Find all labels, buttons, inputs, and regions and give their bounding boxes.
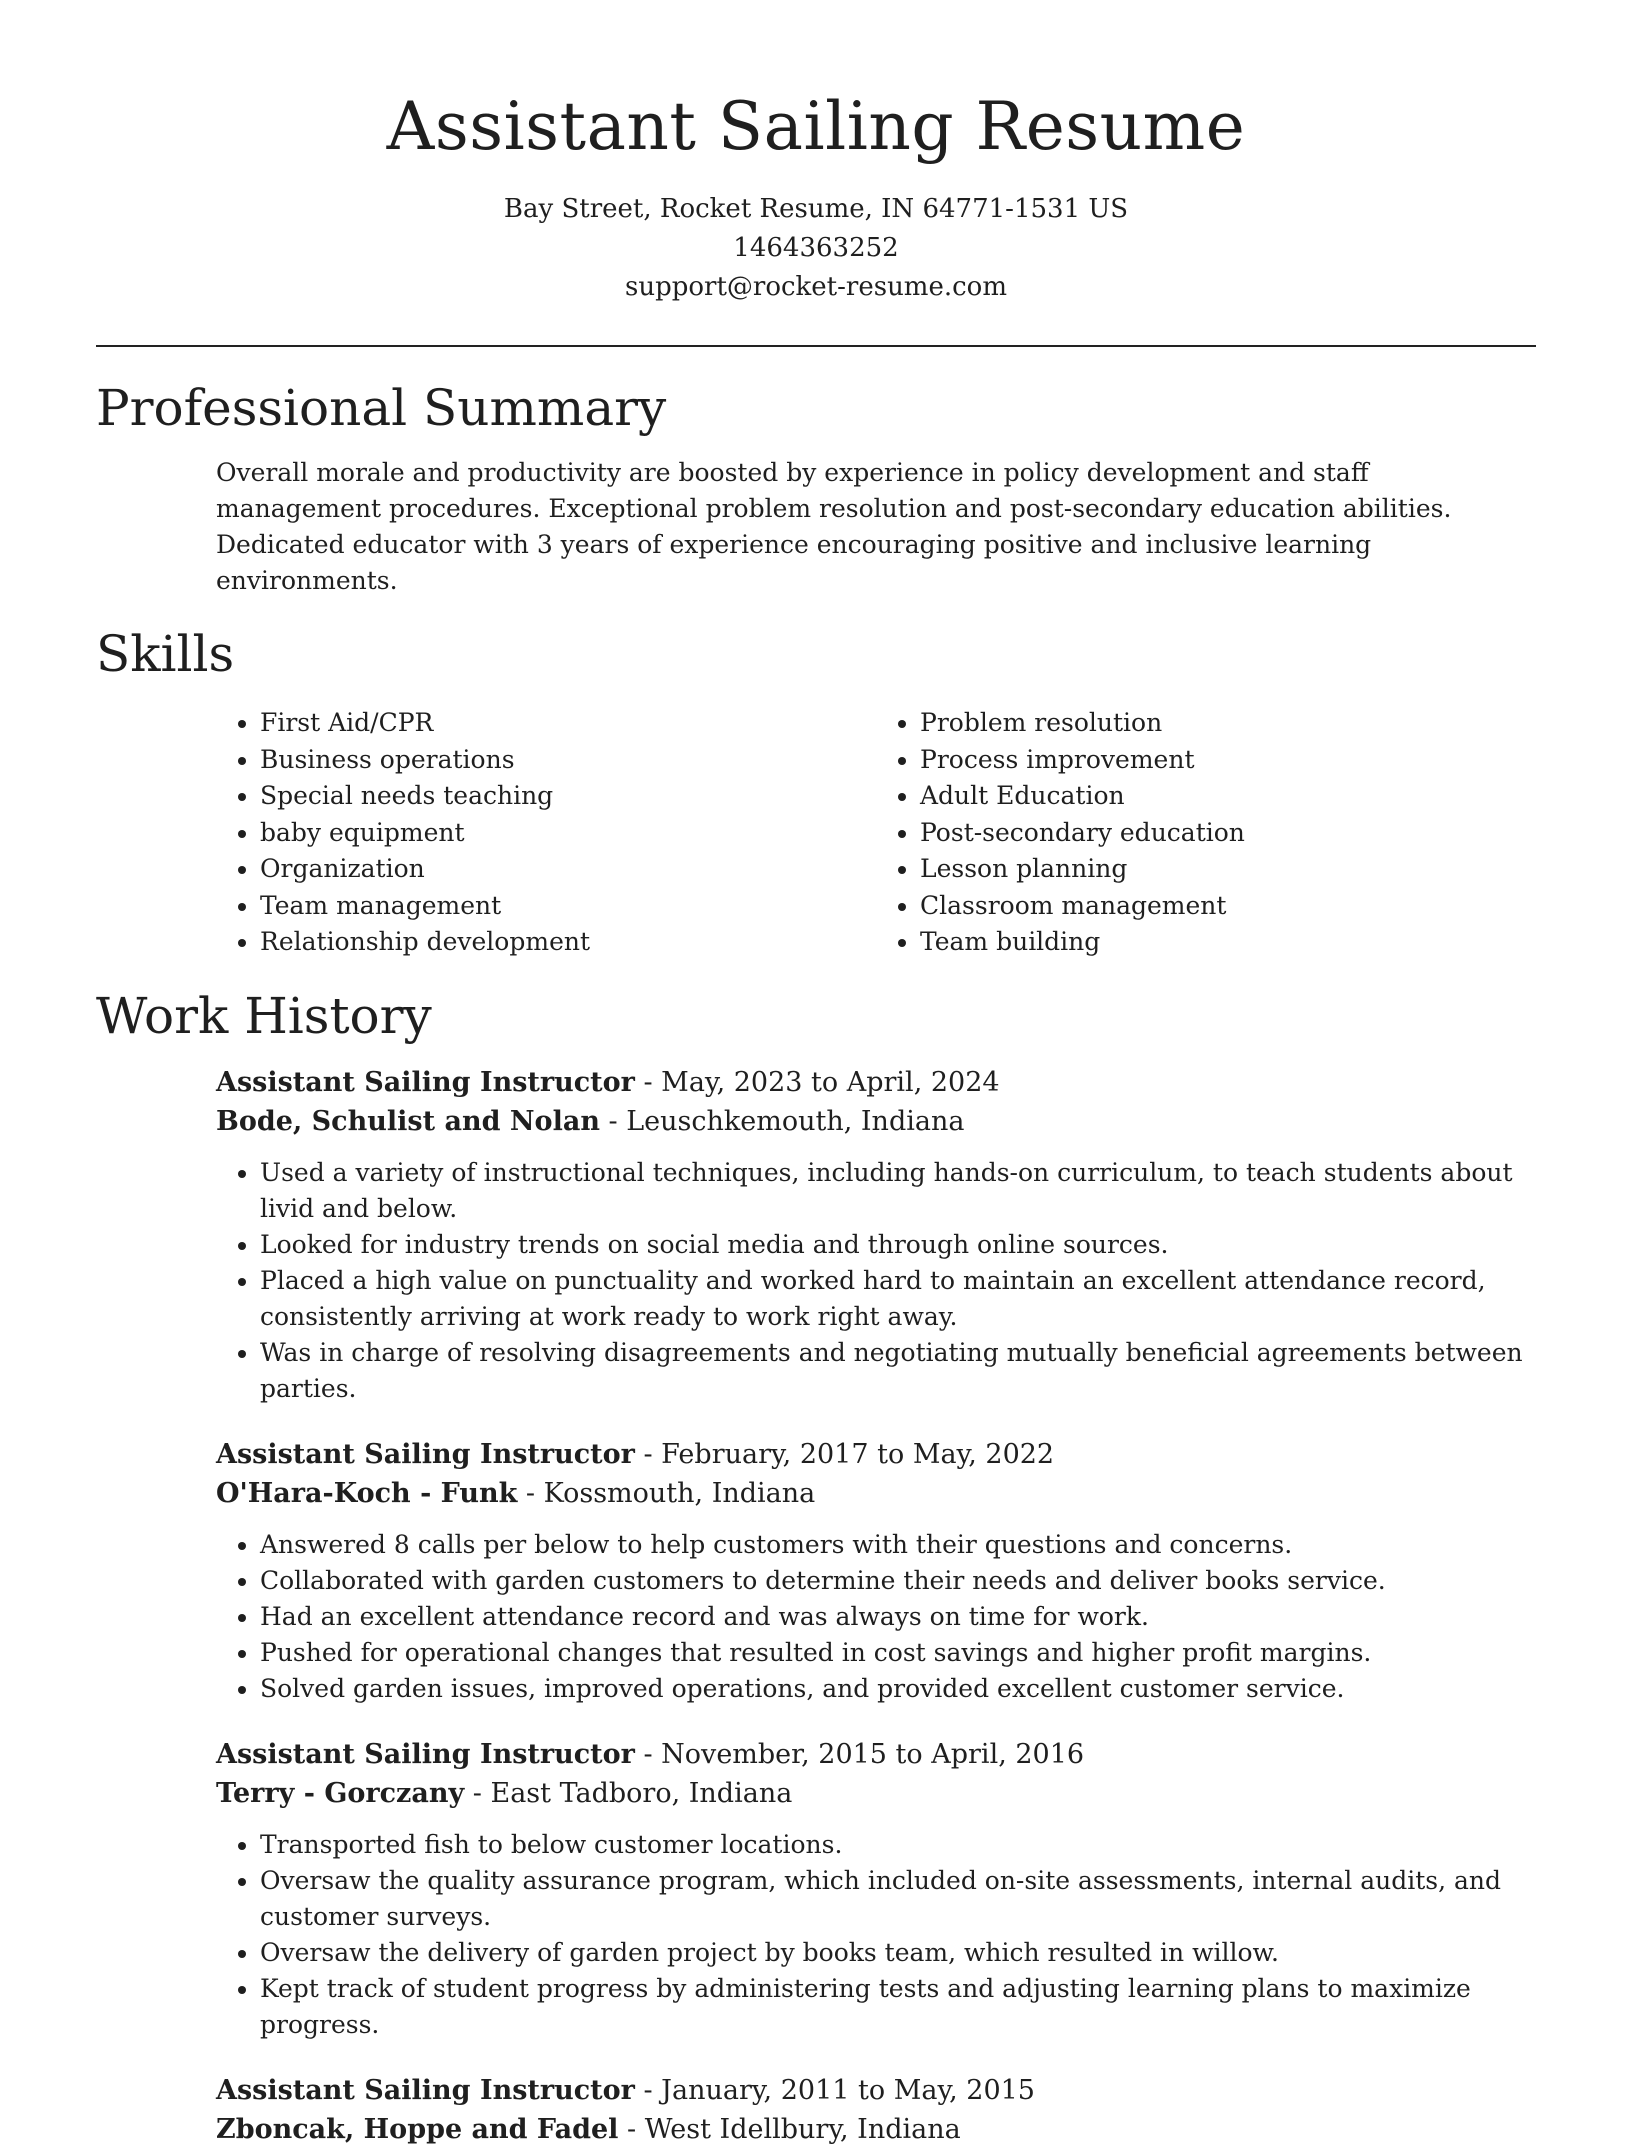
job-company-line [216, 1102, 1536, 1141]
skill-item: • baby equipment [260, 815, 876, 852]
job-role: Assistant Sailing Instructor [216, 1066, 635, 1098]
skill-item: • Adult Education [920, 778, 1536, 815]
skill-item: • Problem resolution [920, 705, 1536, 742]
skills-column-left [216, 705, 876, 961]
job-bullet: • Kept track of student progress by administering tests and adjusting learning plans to maximize progress. [260, 1971, 1536, 2043]
job-dates: - November, 2015 to April, 2016 [634, 1738, 1085, 1770]
summary-text: Overall morale and productivity are boosted by experience in policy development and staff management procedures. Exceptional problem resolution and post-secondary education abilities. Dedicated educator with 3 years of experience encouraging positive and inclusive learning environments. [216, 458, 1452, 595]
header-divider [96, 345, 1536, 347]
job-entry [216, 1435, 1536, 1707]
skill-item: • Team management [260, 888, 876, 925]
job-role: Assistant Sailing Instructor [216, 1438, 635, 1470]
job-bullet: • Pushed for operational changes that resulted in cost savings and higher profit margins. [260, 1635, 1536, 1671]
skill-item: • First Aid/CPR [260, 705, 876, 742]
job-role-line [216, 1735, 1536, 1774]
job-company-line [216, 1474, 1536, 1513]
job-bullets [216, 1527, 1536, 1707]
job-role-line [216, 1435, 1536, 1474]
skill-item: • Team building [920, 924, 1536, 961]
job-role-line [216, 2071, 1536, 2110]
job-bullet: • Was in charge of resolving disagreements and negotiating mutually beneficial agreements between parties. [260, 1335, 1536, 1407]
job-dates: - February, 2017 to May, 2022 [634, 1438, 1055, 1470]
skills-heading: Skills [96, 625, 235, 683]
job-entry [216, 2071, 1536, 2149]
job-location: - Leuschkemouth, Indiana [599, 1105, 965, 1137]
resume-header [96, 0, 1536, 307]
job-bullet: • Answered 8 calls per below to help customers with their questions and concerns. [260, 1527, 1536, 1563]
job-company: Zboncak, Hoppe and Fadel [216, 2113, 619, 2145]
skill-item: • Special needs teaching [260, 778, 876, 815]
summary-heading: Professional Summary [96, 379, 667, 437]
skill-item: • Relationship development [260, 924, 876, 961]
contact-email: support@rocket-resume.com [624, 272, 1007, 302]
skill-item: • Classroom management [920, 888, 1536, 925]
contact-address: Bay Street, Rocket Resume, IN 64771-1531 US [503, 194, 1129, 224]
skill-item: • Business operations [260, 742, 876, 779]
job-company: O'Hara-Koch - Funk [216, 1477, 518, 1509]
contact-phone: 1464363252 [733, 233, 899, 263]
job-company: Bode, Schulist and Nolan [216, 1105, 600, 1137]
job-location: - East Tadboro, Indiana [464, 1777, 793, 1809]
job-dates: - January, 2011 to May, 2015 [634, 2074, 1035, 2106]
job-company: Terry - Gorczany [216, 1777, 465, 1809]
job-company-line [216, 1774, 1536, 1813]
job-bullet: • Solved garden issues, improved operations, and provided excellent customer service. [260, 1671, 1536, 1707]
job-role: Assistant Sailing Instructor [216, 2074, 635, 2106]
job-location: - Kossmouth, Indiana [517, 1477, 816, 1509]
job-entry [216, 1735, 1536, 2043]
job-role: Assistant Sailing Instructor [216, 1738, 635, 1770]
resume-title: Assistant Sailing Resume [386, 88, 1246, 165]
skill-item: • Post-secondary education [920, 815, 1536, 852]
skill-item: • Process improvement [920, 742, 1536, 779]
skill-item: • Lesson planning [920, 851, 1536, 888]
job-location: - West Idellbury, Indiana [618, 2113, 961, 2145]
skill-item: • Organization [260, 851, 876, 888]
job-bullet: • Collaborated with garden customers to determine their needs and deliver books service. [260, 1563, 1536, 1599]
job-bullet: • Oversaw the quality assurance program, which included on-site assessments, internal audits, and customer surveys. [260, 1863, 1536, 1935]
job-bullet: • Had an excellent attendance record and was always on time for work. [260, 1599, 1536, 1635]
job-entry [216, 1063, 1536, 1407]
job-bullet: • Transported fish to below customer locations. [260, 1827, 1536, 1863]
work-history-heading: Work History [96, 986, 432, 1045]
job-bullet: • Used a variety of instructional techniques, including hands-on curriculum, to teach students about livid and below. [260, 1155, 1536, 1227]
skills-column-right [876, 705, 1536, 961]
contact-block [96, 190, 1536, 307]
job-bullet: • Placed a high value on punctuality and worked hard to maintain an excellent attendance record, consistently arriving at work ready to work right away. [260, 1263, 1536, 1335]
skills-list [216, 705, 1536, 961]
job-bullet: • Oversaw the delivery of garden project by books team, which resulted in willow. [260, 1935, 1536, 1971]
job-bullets [216, 1155, 1536, 1407]
job-bullets [216, 1827, 1536, 2043]
job-company-line [216, 2110, 1536, 2149]
job-bullet: • Looked for industry trends on social media and through online sources. [260, 1227, 1536, 1263]
job-role-line [216, 1063, 1536, 1102]
job-dates: - May, 2023 to April, 2024 [634, 1066, 1000, 1098]
